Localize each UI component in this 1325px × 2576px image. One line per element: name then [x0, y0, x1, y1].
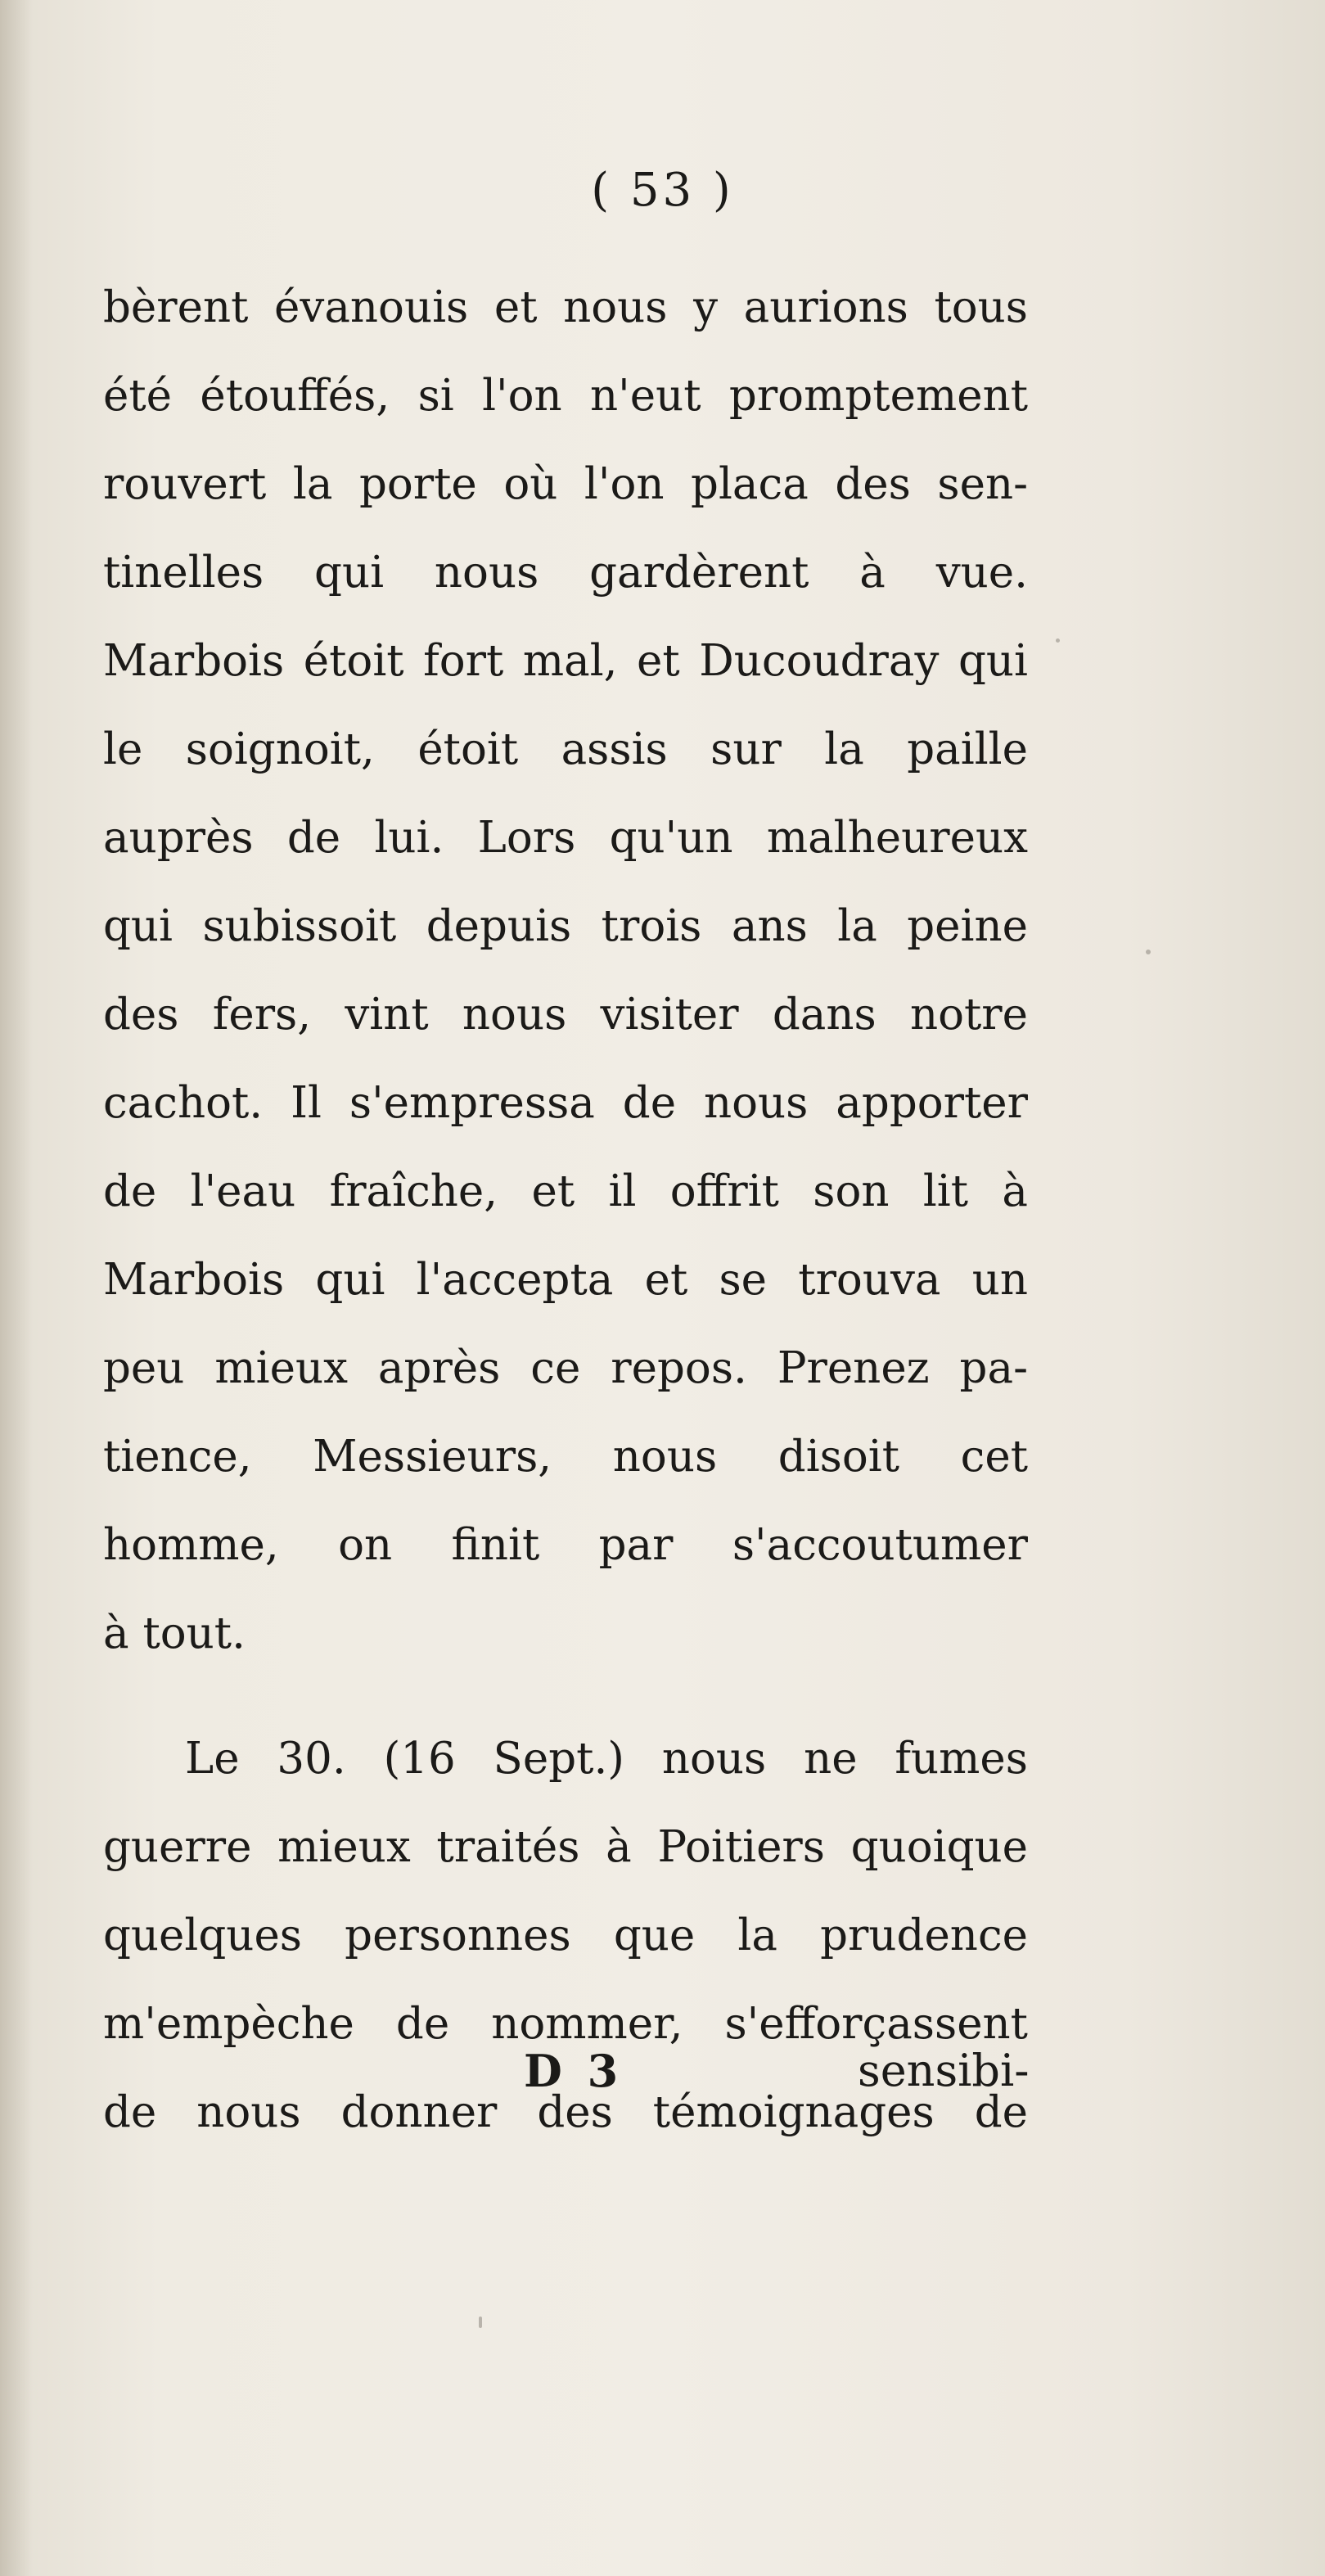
text-line: Marbois étoit fort mal, et Ducoudray qui	[103, 636, 1028, 686]
text-line: guerre mieux traités à Poitiers quoique	[103, 1822, 1028, 1872]
text-line: de l'eau fraîche, et il offrit son lit à	[103, 1166, 1028, 1216]
text-line: peu mieux après ce repos. Prenez pa-	[103, 1343, 1028, 1393]
text-line: Le 30. (16 Sept.) nous ne fumes	[185, 1734, 1028, 1784]
text-line: cachot. Il s'empressa de nous apporter	[103, 1078, 1028, 1128]
gutter-shadow	[0, 0, 33, 2576]
text-line: m'empèche de nommer, s'efforçassent	[103, 1999, 1028, 2049]
text-line: de nous donner des témoignages de	[103, 2087, 1028, 2137]
text-line: auprès de lui. Lors qu'un malheureux	[103, 813, 1028, 863]
text-line: tinelles qui nous gardèrent à vue.	[103, 548, 1028, 598]
body-text	[103, 264, 1028, 2157]
text-line: Marbois qui l'accepta et se trouva un	[103, 1255, 1028, 1305]
text-line: le soignoit, étoit assis sur la paille	[103, 724, 1028, 774]
paper-speck	[1146, 950, 1151, 954]
text-line: qui subissoit depuis trois ans la peine	[103, 901, 1028, 951]
text-line: tience, Messieurs, nous disoit cet	[103, 1432, 1028, 1482]
text-line: bèrent évanouis et nous y aurions tous	[103, 282, 1028, 332]
signature-mark: D 3	[524, 2045, 624, 2097]
text-line: à tout.	[103, 1608, 246, 1658]
page-number: ( 53 )	[591, 164, 734, 217]
catchword: sensibi-	[858, 2045, 1030, 2096]
text-line: été étouffés, si l'on n'eut promptement	[103, 371, 1028, 421]
text-line: homme, on finit par s'accoutumer	[103, 1520, 1028, 1570]
paper-speck	[1056, 638, 1060, 643]
text-line: des fers, vint nous visiter dans notre	[103, 990, 1028, 1040]
text-line: quelques personnes que la prudence	[103, 1911, 1028, 1960]
paragraph-gap	[103, 1678, 1028, 1715]
paper-speck	[479, 2317, 482, 2328]
text-line: rouvert la porte où l'on placa des sen-	[103, 459, 1028, 509]
